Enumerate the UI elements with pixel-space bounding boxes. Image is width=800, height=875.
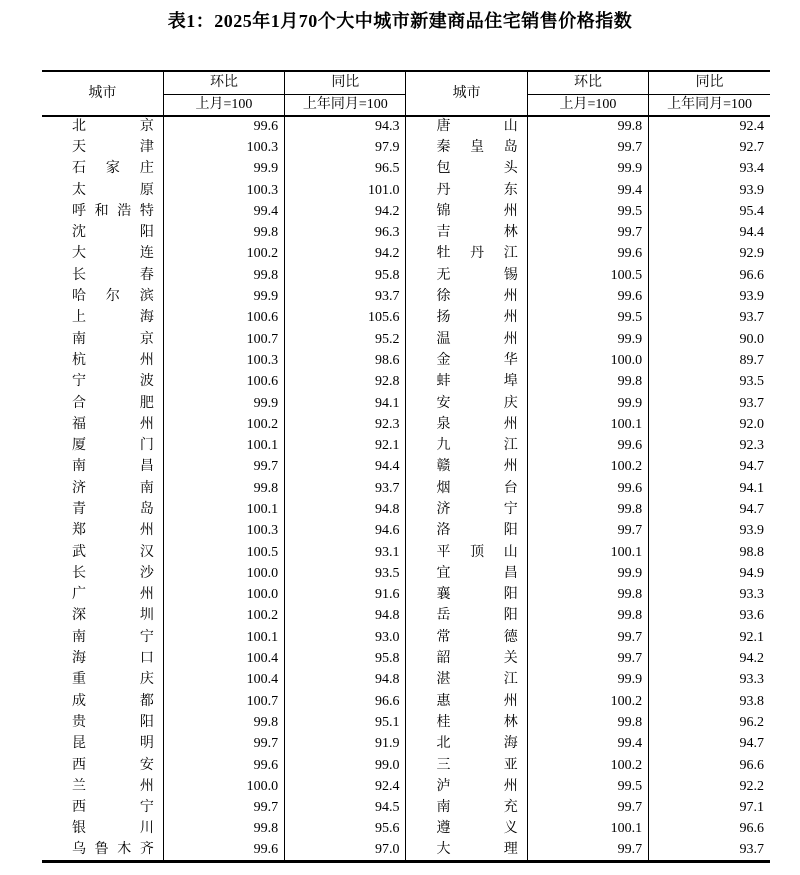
city-cell-right: 牡丹江 <box>406 244 527 265</box>
yoy-value-left: 94.8 <box>285 606 406 627</box>
mom-value-left: 99.8 <box>163 478 284 499</box>
yoy-value-left: 95.6 <box>285 819 406 840</box>
yoy-value-right: 96.6 <box>649 819 770 840</box>
yoy-value-left: 95.2 <box>285 329 406 350</box>
table-row <box>42 627 770 648</box>
city-cell-right: 襄阳 <box>406 585 527 606</box>
yoy-value-right: 94.9 <box>649 563 770 584</box>
city-cell-left: 厦门 <box>72 438 154 454</box>
city-cell-left: 青岛 <box>72 501 154 517</box>
table-row <box>42 414 770 435</box>
city-cell-left: 广州 <box>72 587 154 603</box>
yoy-value-right: 93.9 <box>649 521 770 542</box>
mom-value-left: 100.1 <box>163 499 284 520</box>
yoy-value-left: 98.6 <box>285 350 406 371</box>
yoy-value-left: 94.1 <box>285 393 406 414</box>
table-row <box>42 521 770 542</box>
city-cell-left: 哈尔滨 <box>72 289 154 305</box>
mom-value-right: 99.7 <box>527 521 648 542</box>
city-cell-right: 丹东 <box>406 180 527 201</box>
header-yoy-left: 同比 <box>285 71 406 94</box>
yoy-value-right: 92.0 <box>649 414 770 435</box>
table-row <box>42 137 770 158</box>
yoy-value-left: 95.8 <box>285 265 406 286</box>
city-cell-left: 合肥 <box>72 395 154 411</box>
yoy-value-right: 94.7 <box>649 457 770 478</box>
table-row <box>42 457 770 478</box>
yoy-value-left: 94.8 <box>285 670 406 691</box>
city-cell-left: 海口 <box>72 651 154 667</box>
yoy-value-left: 94.4 <box>285 457 406 478</box>
mom-value-left: 100.0 <box>163 585 284 606</box>
city-cell-right: 惠州 <box>406 691 527 712</box>
city-cell-left: 兰州 <box>72 778 154 794</box>
mom-value-left: 100.5 <box>163 542 284 563</box>
table-row <box>42 350 770 371</box>
mom-value-left: 99.8 <box>163 712 284 733</box>
mom-value-left: 100.4 <box>163 670 284 691</box>
city-cell-right: 安庆 <box>406 393 527 414</box>
yoy-value-left: 97.9 <box>285 137 406 158</box>
mom-value-left: 100.2 <box>163 244 284 265</box>
city-cell-left: 北京 <box>72 119 154 135</box>
city-cell-right: 温州 <box>406 329 527 350</box>
table-row <box>42 435 770 456</box>
city-cell-right: 无锡 <box>406 265 527 286</box>
yoy-value-right: 94.1 <box>649 478 770 499</box>
city-cell-right: 泸州 <box>406 776 527 797</box>
city-cell-left: 宁波 <box>72 374 154 390</box>
yoy-value-right: 93.3 <box>649 585 770 606</box>
mom-value-left: 100.0 <box>163 776 284 797</box>
mom-value-left: 99.6 <box>163 116 284 137</box>
mom-value-left: 100.3 <box>163 180 284 201</box>
page-title: 表1：2025年1月70个大中城市新建商品住宅销售价格指数 <box>167 11 633 31</box>
table-row <box>42 542 770 563</box>
mom-value-left: 99.7 <box>163 734 284 755</box>
yoy-value-right: 92.7 <box>649 137 770 158</box>
yoy-value-left: 92.8 <box>285 372 406 393</box>
city-cell-left: 南宁 <box>72 629 154 645</box>
mom-value-right: 100.1 <box>527 819 648 840</box>
yoy-value-right: 92.1 <box>649 627 770 648</box>
city-cell-left: 郑州 <box>72 523 154 539</box>
mom-value-right: 99.9 <box>527 563 648 584</box>
table-row <box>42 222 770 243</box>
city-cell-left: 长春 <box>72 267 154 283</box>
mom-value-right: 99.7 <box>527 648 648 669</box>
city-cell-right: 九江 <box>406 435 527 456</box>
city-cell-right: 洛阳 <box>406 521 527 542</box>
city-cell-right: 徐州 <box>406 286 527 307</box>
mom-value-right: 99.7 <box>527 627 648 648</box>
mom-value-left: 99.8 <box>163 265 284 286</box>
yoy-value-left: 93.0 <box>285 627 406 648</box>
yoy-value-left: 94.2 <box>285 201 406 222</box>
mom-value-right: 99.7 <box>527 840 648 861</box>
table-row <box>42 116 770 137</box>
header-yoy-right: 同比 <box>649 71 770 94</box>
yoy-value-left: 94.8 <box>285 499 406 520</box>
city-cell-right: 包头 <box>406 159 527 180</box>
city-cell-left: 济南 <box>72 480 154 496</box>
table-row <box>42 372 770 393</box>
table-row <box>42 798 770 819</box>
yoy-value-left: 94.2 <box>285 244 406 265</box>
city-cell-right: 岳阳 <box>406 606 527 627</box>
mom-value-right: 99.6 <box>527 435 648 456</box>
city-cell-left: 福州 <box>72 416 154 432</box>
yoy-value-right: 92.2 <box>649 776 770 797</box>
mom-value-left: 99.8 <box>163 819 284 840</box>
table-row <box>42 648 770 669</box>
mom-value-right: 99.6 <box>527 286 648 307</box>
table-row <box>42 606 770 627</box>
yoy-value-left: 105.6 <box>285 308 406 329</box>
city-cell-left: 大连 <box>72 246 154 262</box>
yoy-value-left: 93.7 <box>285 286 406 307</box>
city-cell-left: 武汉 <box>72 544 154 560</box>
yoy-value-right: 93.7 <box>649 840 770 861</box>
city-cell-left: 长沙 <box>72 565 154 581</box>
city-cell-right: 南充 <box>406 798 527 819</box>
yoy-value-left: 95.1 <box>285 712 406 733</box>
yoy-value-left: 99.0 <box>285 755 406 776</box>
mom-value-right: 99.8 <box>527 372 648 393</box>
table-row <box>42 244 770 265</box>
city-cell-right: 宜昌 <box>406 563 527 584</box>
mom-value-left: 100.2 <box>163 414 284 435</box>
mom-value-left: 100.2 <box>163 606 284 627</box>
city-cell-left: 西宁 <box>72 800 154 816</box>
mom-value-right: 99.8 <box>527 712 648 733</box>
header-city-left: 城市 <box>42 71 163 116</box>
city-cell-left: 成都 <box>72 693 154 709</box>
yoy-value-left: 94.3 <box>285 116 406 137</box>
table-row <box>42 478 770 499</box>
city-cell-right: 湛江 <box>406 670 527 691</box>
mom-value-right: 100.0 <box>527 350 648 371</box>
mom-value-right: 99.7 <box>527 137 648 158</box>
city-cell-right: 平顶山 <box>406 542 527 563</box>
table-header <box>42 71 770 116</box>
table-row <box>42 840 770 861</box>
yoy-value-right: 90.0 <box>649 329 770 350</box>
mom-value-left: 99.9 <box>163 393 284 414</box>
price-index-table <box>42 70 770 863</box>
mom-value-right: 99.6 <box>527 244 648 265</box>
mom-value-right: 99.7 <box>527 222 648 243</box>
table-row <box>42 712 770 733</box>
mom-value-left: 100.3 <box>163 350 284 371</box>
table-row <box>42 670 770 691</box>
table-row <box>42 585 770 606</box>
mom-value-right: 99.5 <box>527 201 648 222</box>
yoy-value-right: 96.6 <box>649 755 770 776</box>
mom-value-right: 100.2 <box>527 457 648 478</box>
mom-value-right: 99.8 <box>527 499 648 520</box>
yoy-value-left: 91.9 <box>285 734 406 755</box>
header-mom-base-right: 上月=100 <box>527 94 648 116</box>
mom-value-left: 99.9 <box>163 159 284 180</box>
yoy-value-right: 92.4 <box>649 116 770 137</box>
mom-value-left: 100.7 <box>163 329 284 350</box>
mom-value-right: 99.9 <box>527 159 648 180</box>
yoy-value-right: 96.2 <box>649 712 770 733</box>
table-row <box>42 393 770 414</box>
yoy-value-left: 92.1 <box>285 435 406 456</box>
mom-value-right: 100.1 <box>527 414 648 435</box>
city-cell-right: 韶关 <box>406 648 527 669</box>
mom-value-right: 100.2 <box>527 755 648 776</box>
city-cell-left: 石家庄 <box>72 161 154 177</box>
yoy-value-left: 95.8 <box>285 648 406 669</box>
header-yoy-base-right: 上年同月=100 <box>649 94 770 116</box>
city-cell-right: 泉州 <box>406 414 527 435</box>
yoy-value-right: 97.1 <box>649 798 770 819</box>
city-cell-left: 银川 <box>72 821 154 837</box>
city-cell-left: 沈阳 <box>72 225 154 241</box>
yoy-value-left: 101.0 <box>285 180 406 201</box>
yoy-value-right: 93.8 <box>649 691 770 712</box>
table-row <box>42 329 770 350</box>
yoy-value-right: 94.7 <box>649 734 770 755</box>
city-cell-right: 大理 <box>406 840 527 861</box>
mom-value-left: 99.7 <box>163 457 284 478</box>
city-cell-right: 济宁 <box>406 499 527 520</box>
city-cell-right: 三亚 <box>406 755 527 776</box>
yoy-value-left: 92.3 <box>285 414 406 435</box>
table-row <box>42 201 770 222</box>
mom-value-left: 100.3 <box>163 137 284 158</box>
yoy-value-right: 98.8 <box>649 542 770 563</box>
header-mom-left: 环比 <box>163 71 284 94</box>
city-cell-left: 深圳 <box>72 608 154 624</box>
yoy-value-right: 93.6 <box>649 606 770 627</box>
mom-value-left: 100.1 <box>163 435 284 456</box>
yoy-value-left: 91.6 <box>285 585 406 606</box>
mom-value-left: 99.7 <box>163 798 284 819</box>
mom-value-left: 100.4 <box>163 648 284 669</box>
city-cell-left: 昆明 <box>72 736 154 752</box>
yoy-value-right: 89.7 <box>649 350 770 371</box>
mom-value-left: 99.6 <box>163 840 284 861</box>
mom-value-left: 100.6 <box>163 372 284 393</box>
yoy-value-right: 93.9 <box>649 286 770 307</box>
yoy-value-right: 93.7 <box>649 308 770 329</box>
city-cell-left: 杭州 <box>72 352 154 368</box>
mom-value-right: 100.1 <box>527 542 648 563</box>
header-city-right: 城市 <box>406 71 527 116</box>
yoy-value-left: 96.6 <box>285 691 406 712</box>
yoy-value-right: 94.7 <box>649 499 770 520</box>
city-cell-right: 吉林 <box>406 222 527 243</box>
yoy-value-left: 96.5 <box>285 159 406 180</box>
mom-value-right: 99.9 <box>527 329 648 350</box>
yoy-value-left: 96.3 <box>285 222 406 243</box>
mom-value-right: 100.2 <box>527 691 648 712</box>
city-cell-right: 唐山 <box>406 116 527 137</box>
mom-value-right: 99.4 <box>527 180 648 201</box>
yoy-value-left: 94.5 <box>285 798 406 819</box>
mom-value-right: 99.8 <box>527 606 648 627</box>
mom-value-right: 99.9 <box>527 393 648 414</box>
table-row <box>42 159 770 180</box>
city-cell-left: 重庆 <box>72 672 154 688</box>
table-row <box>42 691 770 712</box>
city-cell-right: 遵义 <box>406 819 527 840</box>
yoy-value-right: 96.6 <box>649 265 770 286</box>
yoy-value-right: 93.4 <box>649 159 770 180</box>
city-cell-left: 乌鲁木齐 <box>72 841 154 857</box>
table-row <box>42 180 770 201</box>
mom-value-right: 99.6 <box>527 478 648 499</box>
table-row <box>42 734 770 755</box>
table-row <box>42 819 770 840</box>
city-cell-right: 烟台 <box>406 478 527 499</box>
mom-value-left: 99.8 <box>163 222 284 243</box>
city-cell-right: 桂林 <box>406 712 527 733</box>
yoy-value-left: 93.5 <box>285 563 406 584</box>
city-cell-left: 贵阳 <box>72 714 154 730</box>
header-row-top <box>42 71 770 94</box>
table-row <box>42 776 770 797</box>
city-cell-right: 北海 <box>406 734 527 755</box>
city-cell-left: 呼和浩特 <box>72 203 154 219</box>
mom-value-left: 100.6 <box>163 308 284 329</box>
yoy-value-right: 95.4 <box>649 201 770 222</box>
yoy-value-right: 94.4 <box>649 222 770 243</box>
city-cell-left: 南京 <box>72 331 154 347</box>
city-cell-left: 天津 <box>72 139 154 155</box>
city-cell-right: 常德 <box>406 627 527 648</box>
mom-value-right: 99.4 <box>527 734 648 755</box>
city-cell-right: 金华 <box>406 350 527 371</box>
table-row <box>42 755 770 776</box>
table-body <box>42 116 770 861</box>
yoy-value-right: 93.5 <box>649 372 770 393</box>
header-mom-base-left: 上月=100 <box>163 94 284 116</box>
yoy-value-left: 94.6 <box>285 521 406 542</box>
table-row <box>42 286 770 307</box>
mom-value-right: 99.7 <box>527 798 648 819</box>
table-row <box>42 265 770 286</box>
mom-value-left: 100.1 <box>163 627 284 648</box>
mom-value-left: 99.4 <box>163 201 284 222</box>
yoy-value-right: 94.2 <box>649 648 770 669</box>
yoy-value-right: 92.3 <box>649 435 770 456</box>
mom-value-left: 100.0 <box>163 563 284 584</box>
yoy-value-right: 93.9 <box>649 180 770 201</box>
header-yoy-base-left: 上年同月=100 <box>285 94 406 116</box>
table-row <box>42 563 770 584</box>
mom-value-right: 99.9 <box>527 670 648 691</box>
yoy-value-left: 97.0 <box>285 840 406 861</box>
mom-value-right: 99.8 <box>527 116 648 137</box>
yoy-value-right: 93.3 <box>649 670 770 691</box>
table-row <box>42 499 770 520</box>
city-cell-right: 锦州 <box>406 201 527 222</box>
mom-value-right: 99.5 <box>527 308 648 329</box>
yoy-value-left: 92.4 <box>285 776 406 797</box>
yoy-value-right: 92.9 <box>649 244 770 265</box>
city-cell-right: 赣州 <box>406 457 527 478</box>
mom-value-left: 100.3 <box>163 521 284 542</box>
city-cell-left: 南昌 <box>72 459 154 475</box>
table-row <box>42 308 770 329</box>
city-cell-right: 蚌埠 <box>406 372 527 393</box>
mom-value-left: 99.6 <box>163 755 284 776</box>
yoy-value-left: 93.7 <box>285 478 406 499</box>
mom-value-right: 99.5 <box>527 776 648 797</box>
city-cell-left: 西安 <box>72 757 154 773</box>
header-mom-right: 环比 <box>527 71 648 94</box>
city-cell-left: 上海 <box>72 310 154 326</box>
mom-value-left: 99.9 <box>163 286 284 307</box>
mom-value-right: 99.8 <box>527 585 648 606</box>
yoy-value-right: 93.7 <box>649 393 770 414</box>
city-cell-right: 扬州 <box>406 308 527 329</box>
mom-value-right: 100.5 <box>527 265 648 286</box>
mom-value-left: 100.7 <box>163 691 284 712</box>
city-cell-right: 秦皇岛 <box>406 137 527 158</box>
city-cell-left: 太原 <box>72 182 154 198</box>
yoy-value-left: 93.1 <box>285 542 406 563</box>
